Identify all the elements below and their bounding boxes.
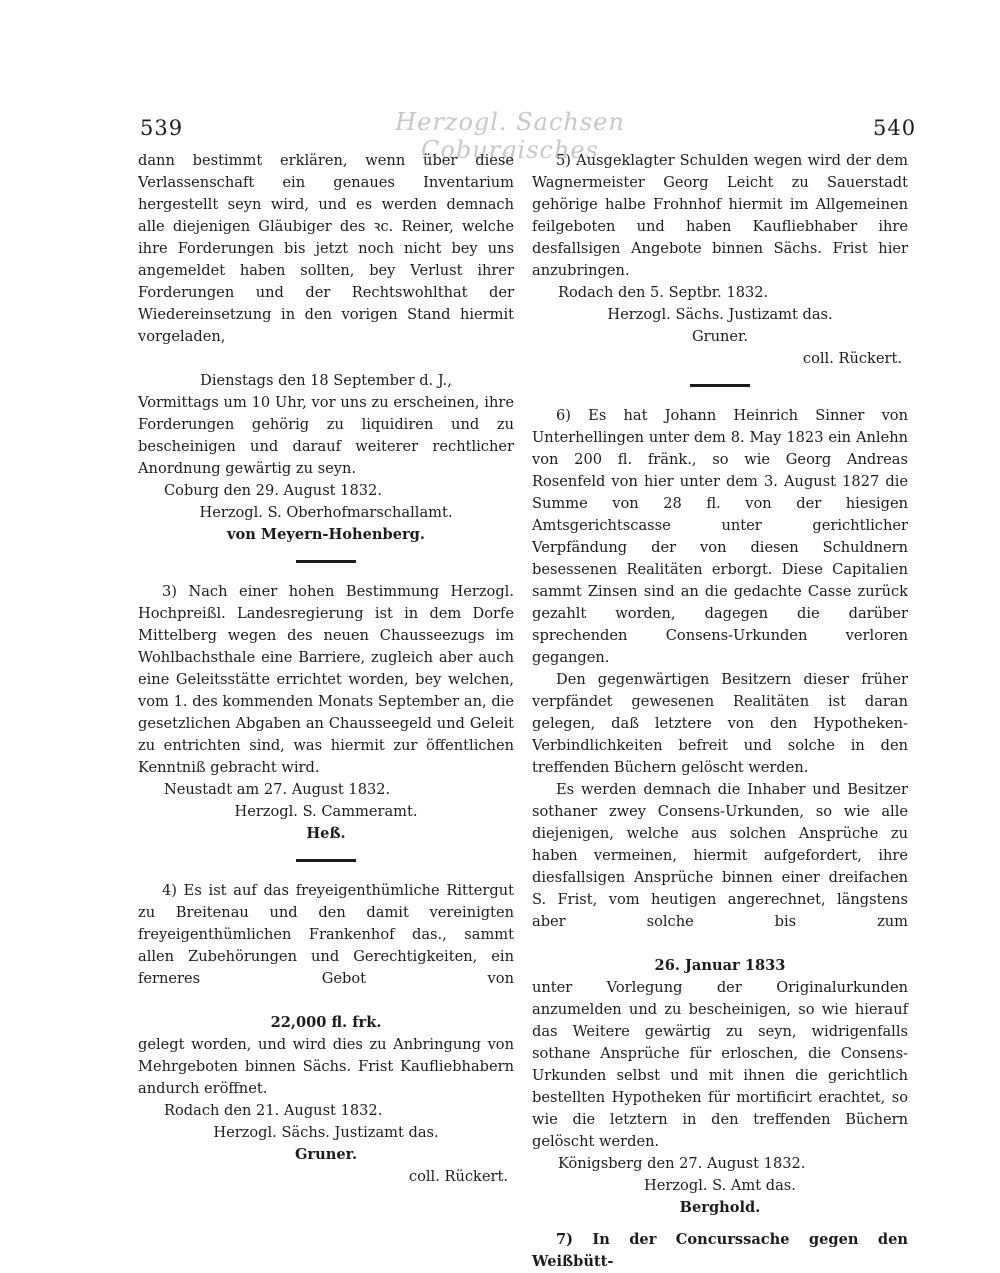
running-head: Herzogl. Sachsen Coburgisches (395, 108, 625, 164)
notice-2-body: dann bestimmt erklären, wenn über diese Verlassenschaft ein genaues Inventarium hergestellt seyn wird, und es werden demnach alle diejenigen Gläubiger des ꝛc. Reiner, welche ihre Forderungen bis jetzt noch nicht bey uns angemeldet haben sollten, bey Verlust ihrer Forderungen und der Rechtswohlthat der Wiedereinsetzung in den vorigen Stand hiermit vorgeladen, (138, 152, 514, 345)
notice-4-signer: Gruner. (294, 1146, 358, 1163)
page-number-left: 539 (140, 116, 184, 140)
notice-5-office: Herzogl. Sächs. Justizamt das. (607, 306, 833, 323)
notice-6-deadline: 26. Januar 1833 (654, 957, 786, 974)
notice-4-office: Herzogl. Sächs. Justizamt das. (213, 1124, 439, 1141)
notice-4-coll: coll. Rückert. (408, 1168, 508, 1185)
page-number-right: 540 (873, 116, 917, 140)
right-column (532, 150, 908, 1273)
notice-5-coll: coll. Rückert. (802, 350, 902, 367)
notice-5-body: 5) Ausgeklagter Schulden wegen wird der dem Wagnermeister Georg Leicht zu Sauerstadt gehörige halbe Frohnhof hiermit im Allgemeinen feilgeboten und haben Kaufliebhaber ihre desfallsigen Angebote binnen Sächs. Frist hier anzubringen. (532, 152, 908, 279)
notice-7-body: 7) In der Concurssache gegen den Weißbütt- (532, 1231, 908, 1270)
notice-2-place: Coburg den 29. August 1832. (164, 482, 382, 499)
notice-6-place: Königsberg den 27. August 1832. (558, 1155, 806, 1172)
notice-6-body-d: unter Vorlegung der Originalurkunden anzumelden und zu bescheinigen, so wie hierauf das Weitere gewärtig zu seyn, widrigenfalls sothane Ansprüche für erloschen, die Consens-Urkunden selbst und mit ihnen die gerichtlich bestellten Hypotheken für mortificirt erachtet, so wie die letztern in den treffenden Büchern gelöscht werden. (532, 979, 908, 1150)
separator-rule (690, 384, 750, 387)
notice-4-place: Rodach den 21. August 1832. (164, 1102, 383, 1119)
notice-5-signer: Gruner. (691, 328, 749, 345)
notice-2-body-cont: Vormittags um 10 Uhr, vor uns zu erscheinen, ihre Forderungen gehörig zu liquidiren und zu bescheinigen und darauf weiterer rechtlicher Anordnung gewärtig zu seyn. (138, 394, 514, 477)
separator-rule (296, 560, 356, 563)
notice-4-body-cont: gelegt worden, und wird dies zu Anbringung von Mehrgeboten binnen Sächs. Frist Kaufliebhabern andurch eröffnet. (138, 1036, 514, 1097)
separator-rule (296, 859, 356, 862)
left-column (138, 150, 514, 1188)
notice-3-office: Herzogl. S. Cammeramt. (234, 803, 418, 820)
notice-2-signer: von Meyern-Hohenberg. (227, 526, 425, 543)
notice-3-place: Neustadt am 27. August 1832. (164, 781, 391, 798)
notice-3-body: 3) Nach einer hohen Bestimmung Herzogl. Hochpreißl. Landesregierung ist in dem Dorfe Mittelberg wegen des neuen Chausseezugs im Wohlbachsthale eine Barriere, zugleich aber auch eine Geleitsstätte errichtet worden, bey welchen, vom 1. des kommenden Monats September an, die gesetzlichen Abgaben an Chausseegeld und Geleit zu entrichten sind, was hiermit zur öffentlichen Kenntniß gebracht wird. (138, 583, 514, 776)
notice-2-date: Dienstags den 18 September d. J., (200, 372, 452, 389)
notice-5-place: Rodach den 5. Septbr. 1832. (558, 284, 769, 301)
notice-4-amount: 22,000 fl. frk. (270, 1014, 382, 1031)
notice-6-body: 6) Es hat Johann Heinrich Sinner von Unterhellingen unter dem 8. May 1823 ein Anlehn von 200 fl. fränk., so wie Georg Andreas Rosenfeld von hier unter dem 3. August 1827 die Summe von 28 fl. von der hiesigen Amtsgerichtscasse unter gerichtlicher Verpfändung der von diesen Schuldnern besessenen Realitäten erborgt. Diese Capitalien sammt Zinsen sind an die gedachte Casse zurück gezahlt worden, dagegen die darüber sprechenden Consens-Urkunden verloren gegangen. (532, 407, 908, 666)
spacer (532, 1219, 908, 1229)
notice-6-body-c: Es werden demnach die Inhaber und Besitzer sothaner zwey Consens-Urkunden, so wie alle diejenigen, welche aus solchen Ansprüche zu haben vermeinen, hiermit aufgefordert, ihre diesfallsigen Ansprüche binnen einer dreifachen S. Frist, vom heutigen angerechnet, längstens aber solche bis zum (532, 781, 908, 930)
notice-6-office: Herzogl. S. Amt das. (644, 1177, 796, 1194)
notice-2-office: Herzogl. S. Oberhofmarschallamt. (199, 504, 453, 521)
notice-6-signer: Berghold. (679, 1199, 761, 1216)
notice-6-body-b: Den gegenwärtigen Besitzern dieser früher verpfändet gewesenen Realitäten ist daran gelegen, daß letztere von den Hypotheken-Verbindlichkeiten befreit und solche in den treffenden Büchern gelöscht werden. (532, 671, 908, 776)
notice-4-body: 4) Es ist auf das freyeigenthümliche Rittergut zu Breitenau und den damit vereinigten freyeigenthümlichen Frankenhof das., sammt allen Zubehörungen und Gerechtigkeiten, ein ferneres Gebot von (138, 882, 514, 987)
notice-3-signer: Heß. (306, 825, 346, 842)
